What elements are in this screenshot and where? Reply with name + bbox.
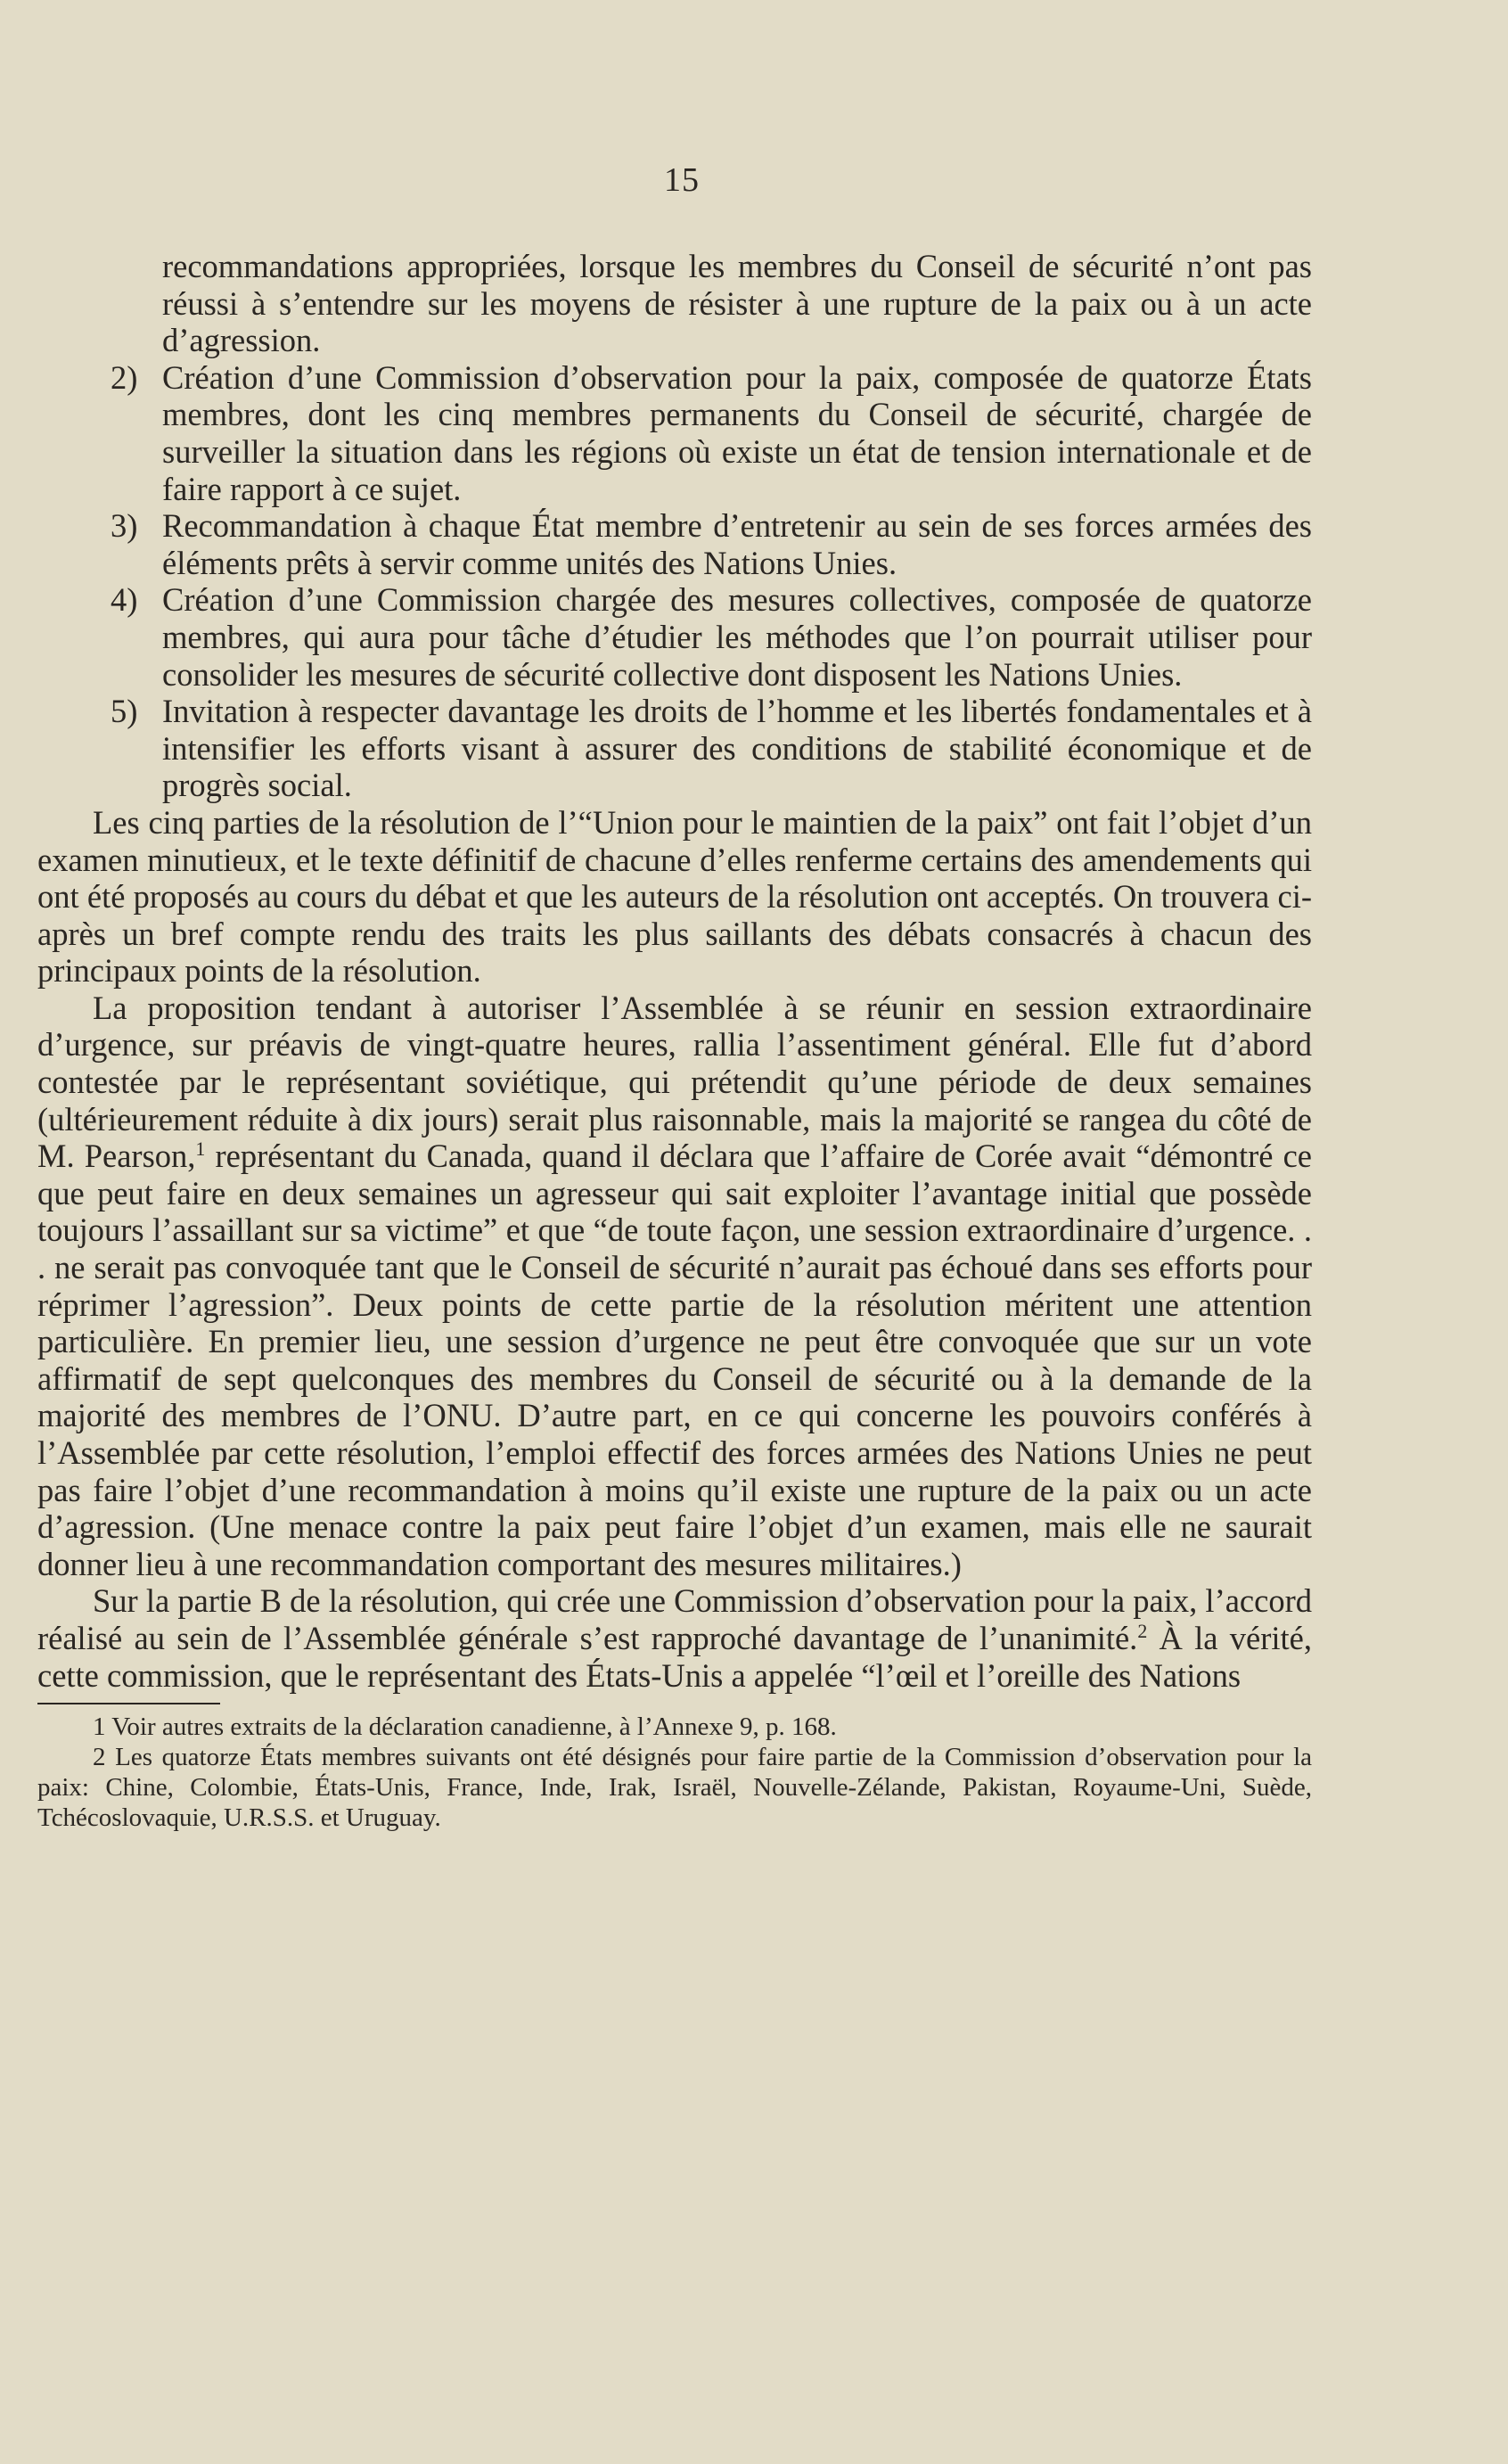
paragraph-text-continued: À la vérité, cette commission, que le représentant des États-Unis a appelée “l’œil et l’oreille des Nations — [37, 1619, 1312, 1694]
list-item-number: 2) — [111, 358, 138, 396]
list-item-text: Recommandation à chaque État membre d’entretenir au sein de ses forces armées des éléments prêts à servir comme unités des Nations Unies. — [162, 507, 1312, 581]
paragraph-text: Sur la partie B de la résolution, qui crée une Commission d’observation pour la paix, l’accord réalisé au sein de l’Assemblée générale s’est rapproché davantage de l’unanimité. — [37, 1582, 1312, 1656]
resolution-list — [37, 359, 1312, 804]
list-item — [37, 693, 1312, 804]
body-text — [37, 248, 1312, 1833]
paragraph — [37, 990, 1312, 1583]
footnote-rule — [37, 1703, 220, 1704]
paragraph — [37, 804, 1312, 990]
paragraph — [37, 1582, 1312, 1694]
footnotes — [37, 1703, 1312, 1833]
page-number: 15 — [664, 161, 700, 199]
list-item-number: 5) — [111, 693, 138, 730]
list-item-text: Création d’une Commission chargée des mesures collectives, composée de quatorze membres, qui aura pour tâche d’étudier les méthodes que l’on pourrait utiliser pour consolider les mesures de sécurité collective dont disposent les Nations Unies. — [162, 581, 1312, 693]
list-item — [37, 507, 1312, 581]
list-item-number: 3) — [111, 507, 138, 545]
list-item — [37, 581, 1312, 693]
list-item — [37, 359, 1312, 507]
paragraph-text-continued: représentant du Canada, quand il déclara que l’affaire de Corée avait “démontré ce que peut faire en deux semaines un agresseur qui sait exploiter l’avantage initial que possède toujours l’assaillant sur sa victime” et que “de toute façon, une session extraordinaire d’urgence. . . ne serait pas convoquée tant que le Conseil de sécurité n’aurait pas échoué dans ses efforts pour réprimer l’agression”. Deux points de cette partie de la résolution méritent une attention particulière. En premier lieu, une session d’urgence ne peut être convoquée que sur un vote affirmatif de sept quelconques des membres du Conseil de sécurité ou à la demande de la majorité des membres de l’ONU. D’autre part, en ce qui concerne les pouvoirs conférés à l’Assemblée par cette résolution, l’emploi effectif des forces armées des Nations Unies ne peut pas faire l’objet d’une recommandation à moins qu’il existe une rupture de la paix ou un acte d’agression. (Une menace contre la paix peut faire l’objet d’un examen, mais elle ne saurait donner lieu à une recommandation comportant des mesures militaires.) — [37, 1138, 1313, 1582]
opening-continuation: recommandations appropriées, lorsque les membres du Conseil de sécurité n’ont pas réussi à s’entendre sur les moyens de résister à une rupture de la paix ou à un acte d’agression. — [162, 248, 1312, 359]
footnote-ref: 2 — [1137, 1619, 1148, 1642]
list-item-number: 4) — [111, 581, 138, 619]
paragraph-text: Les cinq parties de la résolution de l’“Union pour le maintien de la paix” ont fait l’objet d’un examen minutieux, et le texte définitif de chacune d’elles renferme certains des amendements qui ont été proposés au cours du débat et que les auteurs de la résolution ont acceptés. On trouvera ci-après un bref compte rendu des traits les plus saillants des débats consacrés à chacun des principaux points de la résolution. — [37, 803, 1312, 990]
footnote-ref: 1 — [195, 1138, 206, 1161]
footnote: 2 Les quatorze États membres suivants ont été désignés pour faire partie de la Commission d’observation pour la paix: Chine, Colombie, États-Unis, France, Inde, Irak, Israël, Nouvelle-Zélande, Pakistan, Royaume-Uni, Suède, Tchécoslovaquie, U.R.S.S. et Uruguay. — [37, 1743, 1312, 1833]
list-item-text: Invitation à respecter davantage les droits de l’homme et les libertés fondamentales et à intensifier les efforts visant à assurer des conditions de stabilité économique et de progrès social. — [162, 693, 1312, 804]
footnote: 1 Voir autres extraits de la déclaration canadienne, à l’Annexe 9, p. 168. — [93, 1712, 837, 1742]
paragraph-text: La proposition tendant à autoriser l’Assemblée à se réunir en session extraordinaire d’urgence, sur préavis de vingt-quatre heures, rallia l’assentiment général. Elle fut d’abord contestée par le représentant soviétique, qui prétendit qu’une période de deux semaines (ultérieurement réduite à dix jours) serait plus raisonnable, mais la majorité se rangea du côté de M. Pearson, — [37, 989, 1312, 1175]
list-item-text: Création d’une Commission d’observation pour la paix, composée de quatorze États membres, dont les cinq membres permanents du Conseil de sécurité, chargée de surveiller la situation dans les régions où existe un état de tension internationale et de faire rapport à ce sujet. — [162, 358, 1312, 507]
